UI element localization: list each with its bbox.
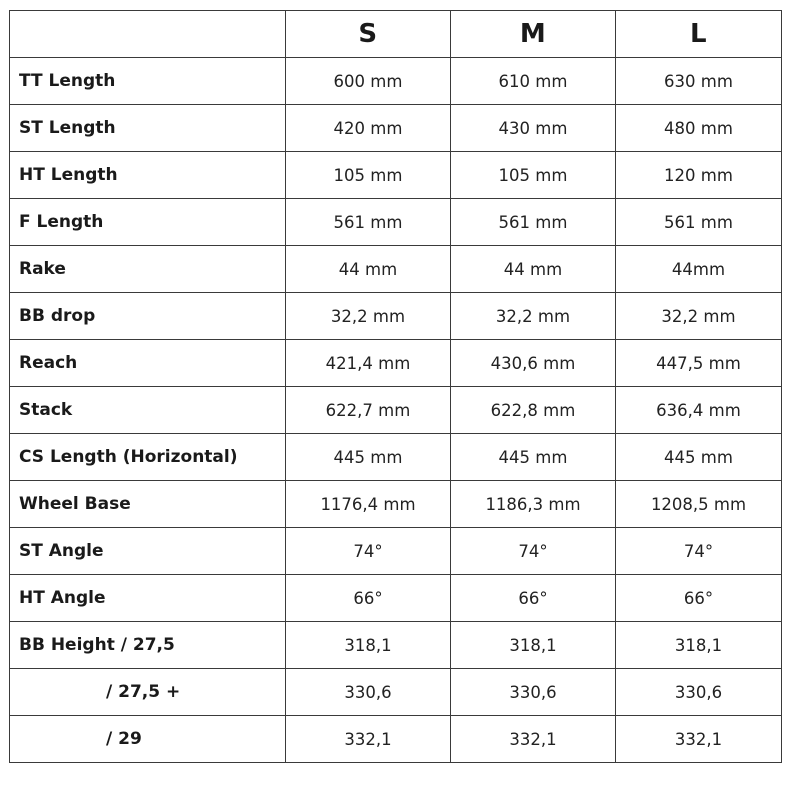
value-cell-l: 330,6: [616, 669, 782, 716]
table-row: [10, 575, 782, 622]
value-cell-s: 32,2 mm: [286, 293, 451, 340]
table-row: [10, 716, 782, 763]
table-row: [10, 669, 782, 716]
value-cell-s: 318,1: [286, 622, 451, 669]
row-label: BB drop: [10, 293, 286, 340]
value-cell-m: 430 mm: [451, 105, 616, 152]
geometry-table: [9, 10, 782, 763]
value-cell-m: 1186,3 mm: [451, 481, 616, 528]
value-cell-m: 32,2 mm: [451, 293, 616, 340]
value-cell-s: 1176,4 mm: [286, 481, 451, 528]
value-cell-l: 447,5 mm: [616, 340, 782, 387]
table-row: [10, 481, 782, 528]
value-cell-s: 600 mm: [286, 58, 451, 105]
value-cell-m: 66°: [451, 575, 616, 622]
size-header-s: S: [286, 11, 451, 58]
value-cell-l: 120 mm: [616, 152, 782, 199]
row-label: TT Length: [10, 58, 286, 105]
row-label: ST Length: [10, 105, 286, 152]
value-cell-m: 105 mm: [451, 152, 616, 199]
value-cell-s: 74°: [286, 528, 451, 575]
value-cell-l: 445 mm: [616, 434, 782, 481]
table-row: [10, 199, 782, 246]
value-cell-l: 74°: [616, 528, 782, 575]
value-cell-m: 330,6: [451, 669, 616, 716]
value-cell-m: 430,6 mm: [451, 340, 616, 387]
value-cell-l: 66°: [616, 575, 782, 622]
row-label: F Length: [10, 199, 286, 246]
value-cell-l: 561 mm: [616, 199, 782, 246]
value-cell-s: 420 mm: [286, 105, 451, 152]
row-label: CS Length (Horizontal): [10, 434, 286, 481]
value-cell-m: 44 mm: [451, 246, 616, 293]
table-row: [10, 105, 782, 152]
table-row: [10, 58, 782, 105]
value-cell-m: 622,8 mm: [451, 387, 616, 434]
value-cell-l: 480 mm: [616, 105, 782, 152]
row-label: / 29: [10, 716, 286, 763]
value-cell-m: 74°: [451, 528, 616, 575]
value-cell-m: 561 mm: [451, 199, 616, 246]
table-row: [10, 622, 782, 669]
row-label: Rake: [10, 246, 286, 293]
table-row: [10, 387, 782, 434]
value-cell-l: 44mm: [616, 246, 782, 293]
value-cell-l: 636,4 mm: [616, 387, 782, 434]
row-label: Reach: [10, 340, 286, 387]
value-cell-s: 332,1: [286, 716, 451, 763]
value-cell-m: 318,1: [451, 622, 616, 669]
row-label: HT Angle: [10, 575, 286, 622]
value-cell-m: 610 mm: [451, 58, 616, 105]
value-cell-s: 561 mm: [286, 199, 451, 246]
row-label: Stack: [10, 387, 286, 434]
header-row: [10, 11, 782, 58]
value-cell-l: 630 mm: [616, 58, 782, 105]
table-row: [10, 434, 782, 481]
value-cell-l: 318,1: [616, 622, 782, 669]
value-cell-s: 421,4 mm: [286, 340, 451, 387]
value-cell-l: 32,2 mm: [616, 293, 782, 340]
table-row: [10, 293, 782, 340]
value-cell-s: 445 mm: [286, 434, 451, 481]
value-cell-s: 105 mm: [286, 152, 451, 199]
row-label: HT Length: [10, 152, 286, 199]
value-cell-s: 44 mm: [286, 246, 451, 293]
value-cell-s: 66°: [286, 575, 451, 622]
row-label: / 27,5 +: [10, 669, 286, 716]
row-label: BB Height / 27,5: [10, 622, 286, 669]
value-cell-s: 622,7 mm: [286, 387, 451, 434]
table-row: [10, 152, 782, 199]
header-corner-cell: [10, 11, 286, 58]
row-label: Wheel Base: [10, 481, 286, 528]
value-cell-l: 332,1: [616, 716, 782, 763]
table-row: [10, 340, 782, 387]
row-label: ST Angle: [10, 528, 286, 575]
value-cell-m: 332,1: [451, 716, 616, 763]
table-row: [10, 528, 782, 575]
table-row: [10, 246, 782, 293]
size-header-m: M: [451, 11, 616, 58]
value-cell-s: 330,6: [286, 669, 451, 716]
value-cell-l: 1208,5 mm: [616, 481, 782, 528]
value-cell-m: 445 mm: [451, 434, 616, 481]
size-header-l: L: [616, 11, 782, 58]
